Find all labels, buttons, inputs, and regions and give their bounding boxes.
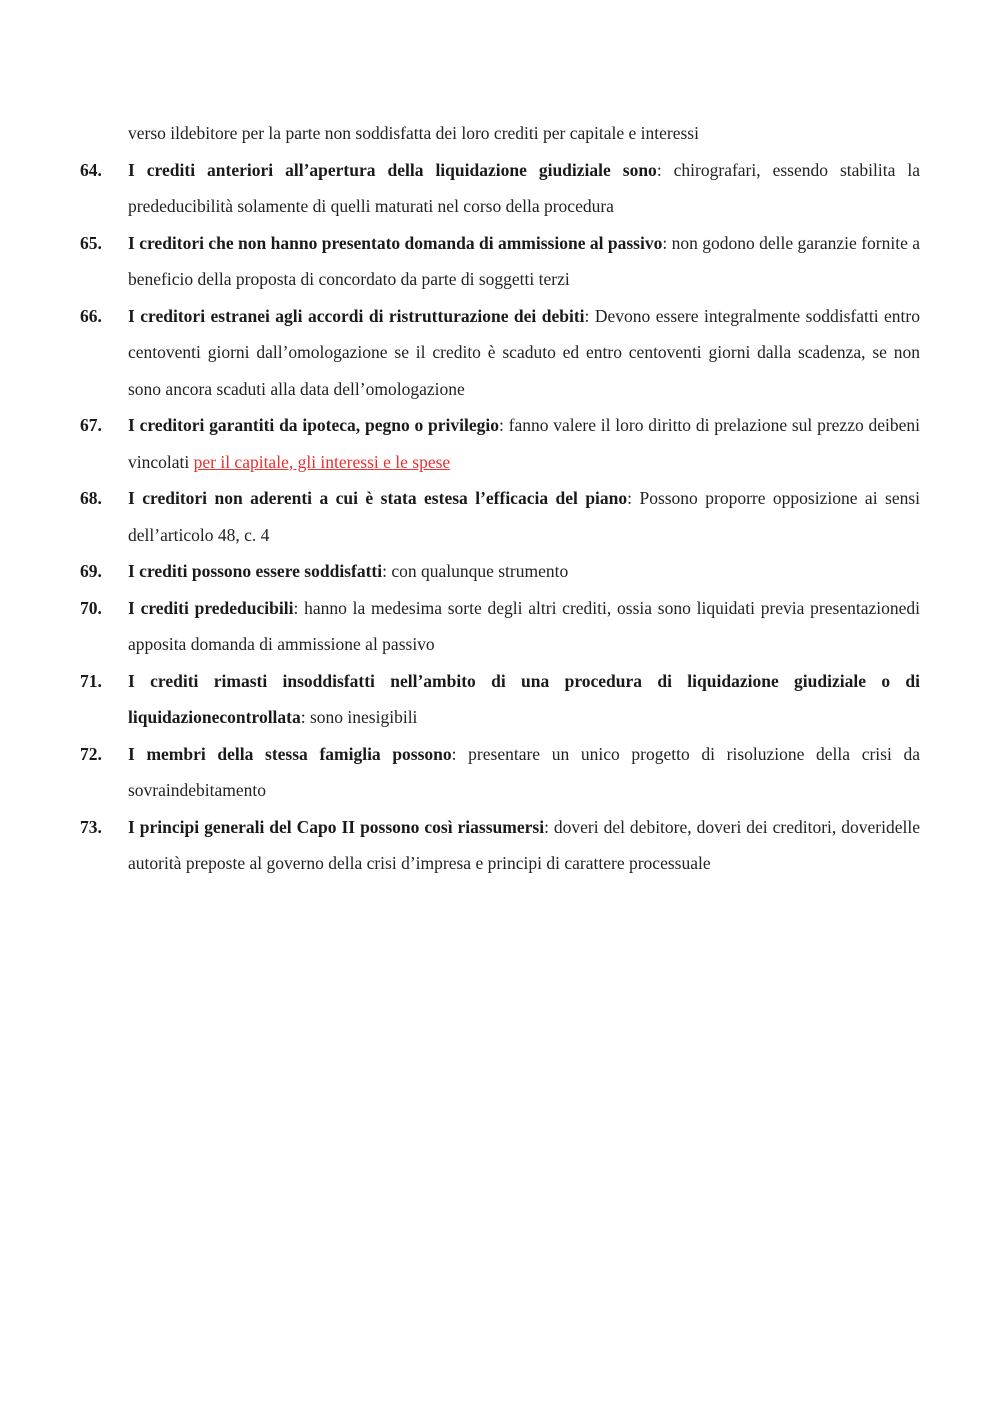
item-term: I membri della stessa famiglia possono xyxy=(128,743,452,764)
item-term: I crediti rimasti insoddisfatti nell’ambito di una procedura di liquidazione giudiziale o di liquidazionecontrollata xyxy=(128,670,920,727)
list-item-65 xyxy=(80,225,920,298)
item-number: 67. xyxy=(80,415,102,435)
item-number: 69. xyxy=(80,561,102,581)
continuation-text: verso ildebitore per la parte non soddisfatta dei loro crediti per capitale e interessi xyxy=(128,123,699,143)
item-term: I principi generali del Capo II possono così riassumersi xyxy=(128,816,545,837)
item-number: 64. xyxy=(80,159,102,180)
item-term: I creditori che non hanno presentato domanda di ammissione al passivo xyxy=(128,232,663,253)
item-number: 68. xyxy=(80,488,102,508)
item-term: I crediti anteriori all’apertura della liquidazione giudiziale sono xyxy=(128,159,657,180)
highlighted-text: per il capitale, gli interessi e le spese xyxy=(193,451,451,472)
item-body xyxy=(128,663,920,736)
item-term: I crediti possono essere soddisfatti xyxy=(128,561,383,581)
item-number: 72. xyxy=(80,743,102,764)
item-body xyxy=(128,809,920,882)
item-text: : Possono proporre opposizione ai sensi dell’articolo 48, c. 4 xyxy=(128,488,921,545)
item-text: : Devono essere integralmente soddisfatti entro centoventi giorni dall’omologazione se il credito è scaduto ed entro centoventi giorni dalla scadenza, se non sono ancora scaduti alla data dell’omologazione xyxy=(128,305,920,399)
item-text: : fanno valere il loro diritto di prelazione sul prezzo deibeni vincolati xyxy=(128,415,920,472)
item-text: : hanno la medesima sorte degli altri crediti, ossia sono liquidati previa presentazionedi apposita domanda di ammissione al passivo xyxy=(128,597,920,654)
item-text: : doveri del debitore, doveri dei creditori, doveridelle autorità preposte al governo della crisi d’impresa e principi di carattere processuale xyxy=(128,816,920,873)
item-body xyxy=(128,553,920,590)
list-item-68 xyxy=(80,480,920,553)
item-term: I creditori garantiti da ipoteca, pegno o privilegio xyxy=(128,415,499,435)
list-item-67 xyxy=(80,407,920,480)
item-text: : chirografari, essendo stabilita la prededucibilità solamente di quelli maturati nel corso della procedura xyxy=(128,159,920,216)
item-text: : presentare un unico progetto di risoluzione della crisi da sovraindebitamento xyxy=(128,743,920,800)
item-body xyxy=(128,480,920,553)
item-body xyxy=(128,736,920,809)
document-page xyxy=(80,115,920,882)
item-body xyxy=(128,590,920,663)
list-item-64 xyxy=(80,152,920,225)
list-item-66 xyxy=(80,298,920,408)
list-item-73 xyxy=(80,809,920,882)
list-item-69 xyxy=(80,553,920,590)
item-number: 66. xyxy=(80,305,102,326)
list-item-71 xyxy=(80,663,920,736)
item-body xyxy=(128,407,920,480)
item-number: 70. xyxy=(80,597,102,618)
item-body xyxy=(128,298,920,408)
item-body xyxy=(128,152,920,225)
item-number: 73. xyxy=(80,816,102,837)
list-item-70 xyxy=(80,590,920,663)
item-text: : con qualunque strumento xyxy=(382,561,569,581)
item-term: I creditori estranei agli accordi di ristrutturazione dei debiti xyxy=(128,305,585,326)
list-item-72 xyxy=(80,736,920,809)
item-number: 65. xyxy=(80,232,102,253)
item-text: : sono inesigibili xyxy=(300,707,418,727)
item-term: I creditori non aderenti a cui è stata estesa l’efficacia del piano xyxy=(128,488,628,508)
item-body xyxy=(128,225,920,298)
item-text: : non godono delle garanzie fornite a beneficio della proposta di concordato da parte di soggetti terzi xyxy=(128,232,920,289)
item-term: I crediti prededucibili xyxy=(128,597,294,618)
item-number: 71. xyxy=(80,670,102,691)
